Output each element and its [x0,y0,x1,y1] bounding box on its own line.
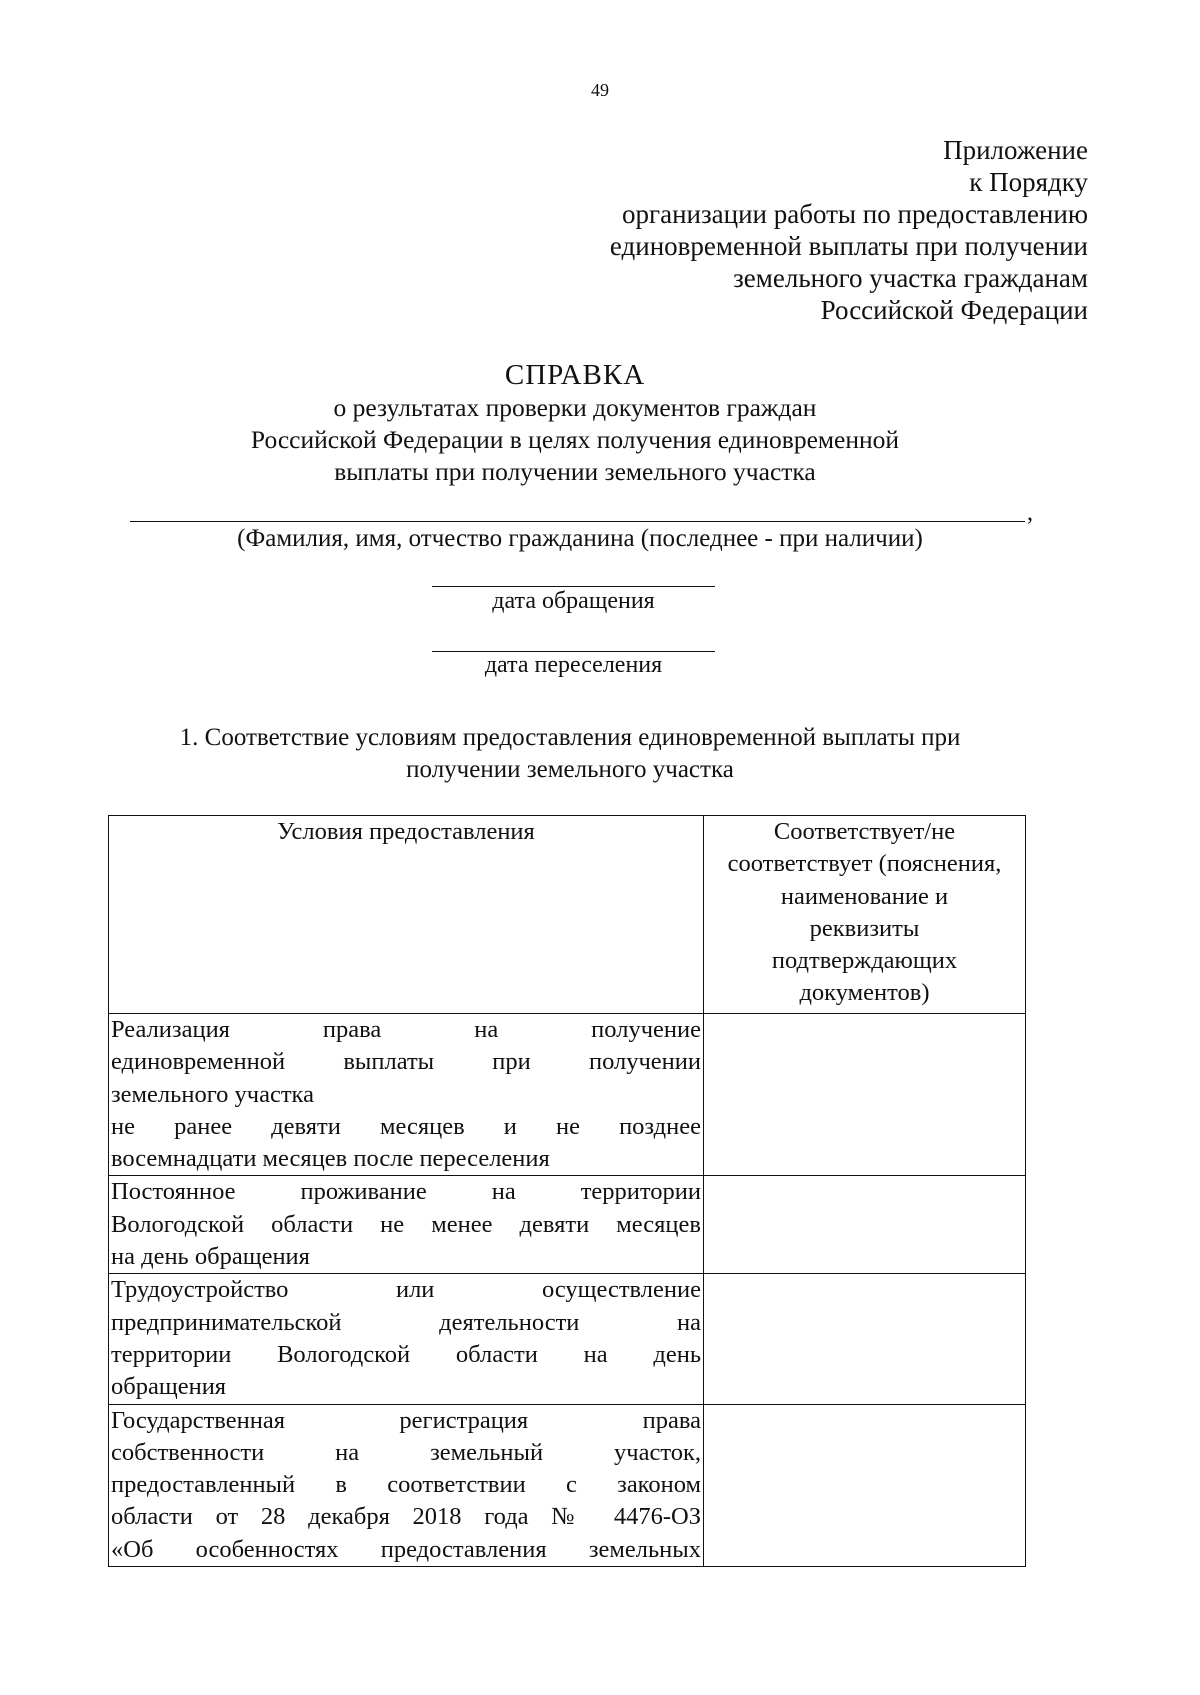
date-application-blank-line[interactable] [432,585,715,587]
condition-line: Вологодской области не менее девяти месяцев [111,1210,701,1238]
condition-line: обращения [111,1373,227,1401]
table-row [109,1274,1026,1404]
header-compliance-line: документов) [799,979,930,1007]
condition-line: предоставленный в соответствии с законом [111,1471,701,1499]
section-heading-line: 1. Соответствие условиям предоставления единовременной выплаты при [179,724,961,751]
subtitle-line: Российской Федерации в целях получения единовременной [250,425,900,454]
condition-line: восемнадцати месяцев после переселения [111,1145,550,1173]
condition-line: единовременной выплаты при получении [111,1048,701,1076]
title-block [110,358,1040,488]
header-compliance-line: соответствует (пояснения, [727,850,1002,878]
condition-cell [109,1176,704,1274]
table-header-row [109,816,1026,1014]
appendix-line: к Порядку [969,167,1088,197]
appendix-line: единовременной выплаты при получении [609,231,1088,261]
compliance-cell[interactable] [704,1274,1026,1404]
date-relocation-caption: дата переселения [484,652,663,678]
condition-cell [109,1014,704,1176]
date-application-caption: дата обращения [492,588,655,614]
condition-line: Трудоустройство или осуществление [111,1276,701,1304]
subtitle-line: о результатах проверки документов граждан [333,393,817,422]
appendix-line: организации работы по предоставлению [622,199,1088,229]
appendix-line: Приложение [943,135,1088,165]
condition-line: Постоянное проживание на территории [111,1178,701,1206]
condition-line: не ранее девяти месяцев и не позднее [111,1112,701,1140]
header-compliance-line: наименование и [780,882,949,910]
subtitle-line: выплаты при получении земельного участка [334,457,816,486]
condition-cell [109,1404,704,1566]
condition-line: Государственная регистрация права [111,1406,701,1434]
table-row [109,1014,1026,1176]
appendix-line: земельного участка гражданам [733,263,1088,293]
appendix-block [488,134,1088,326]
condition-line: «Об особенностях предоставления земельных [111,1535,701,1563]
section-heading-line: получении земельного участка [406,756,734,783]
section-heading [110,722,1030,786]
compliance-cell[interactable] [704,1176,1026,1274]
header-conditions: Условия предоставления [109,816,704,1014]
condition-line: на день обращения [111,1243,310,1271]
header-compliance-line: Соответствует/не [773,818,956,845]
condition-line: территории Вологодской области на день [111,1340,701,1368]
header-compliance-line: реквизиты [809,914,920,942]
condition-line: Реализация права на получение [111,1016,701,1043]
condition-line: собственности на земельный участок, [111,1438,701,1466]
fio-blank-line[interactable] [130,520,1025,522]
condition-line: предпринимательской деятельности на [111,1308,701,1336]
fio-comma: , [1027,500,1033,526]
condition-cell [109,1274,704,1404]
header-compliance [704,816,1026,1014]
condition-line: области от 28 декабря 2018 года № 4476-ОЗ [111,1503,701,1531]
page-number: 49 [591,80,609,100]
table-row [109,1176,1026,1274]
compliance-cell[interactable] [704,1014,1026,1176]
conditions-table [108,815,1026,1567]
table-row [109,1404,1026,1566]
condition-line: земельного участка [111,1080,314,1108]
fio-caption: (Фамилия, имя, отчество гражданина (последнее - при наличии) [237,525,923,552]
document-subtitle [110,392,1040,488]
compliance-cell[interactable] [704,1404,1026,1566]
header-compliance-line: подтверждающих [771,947,958,975]
appendix-line: Российской Федерации [820,295,1088,325]
document-title: СПРАВКА [504,359,646,391]
